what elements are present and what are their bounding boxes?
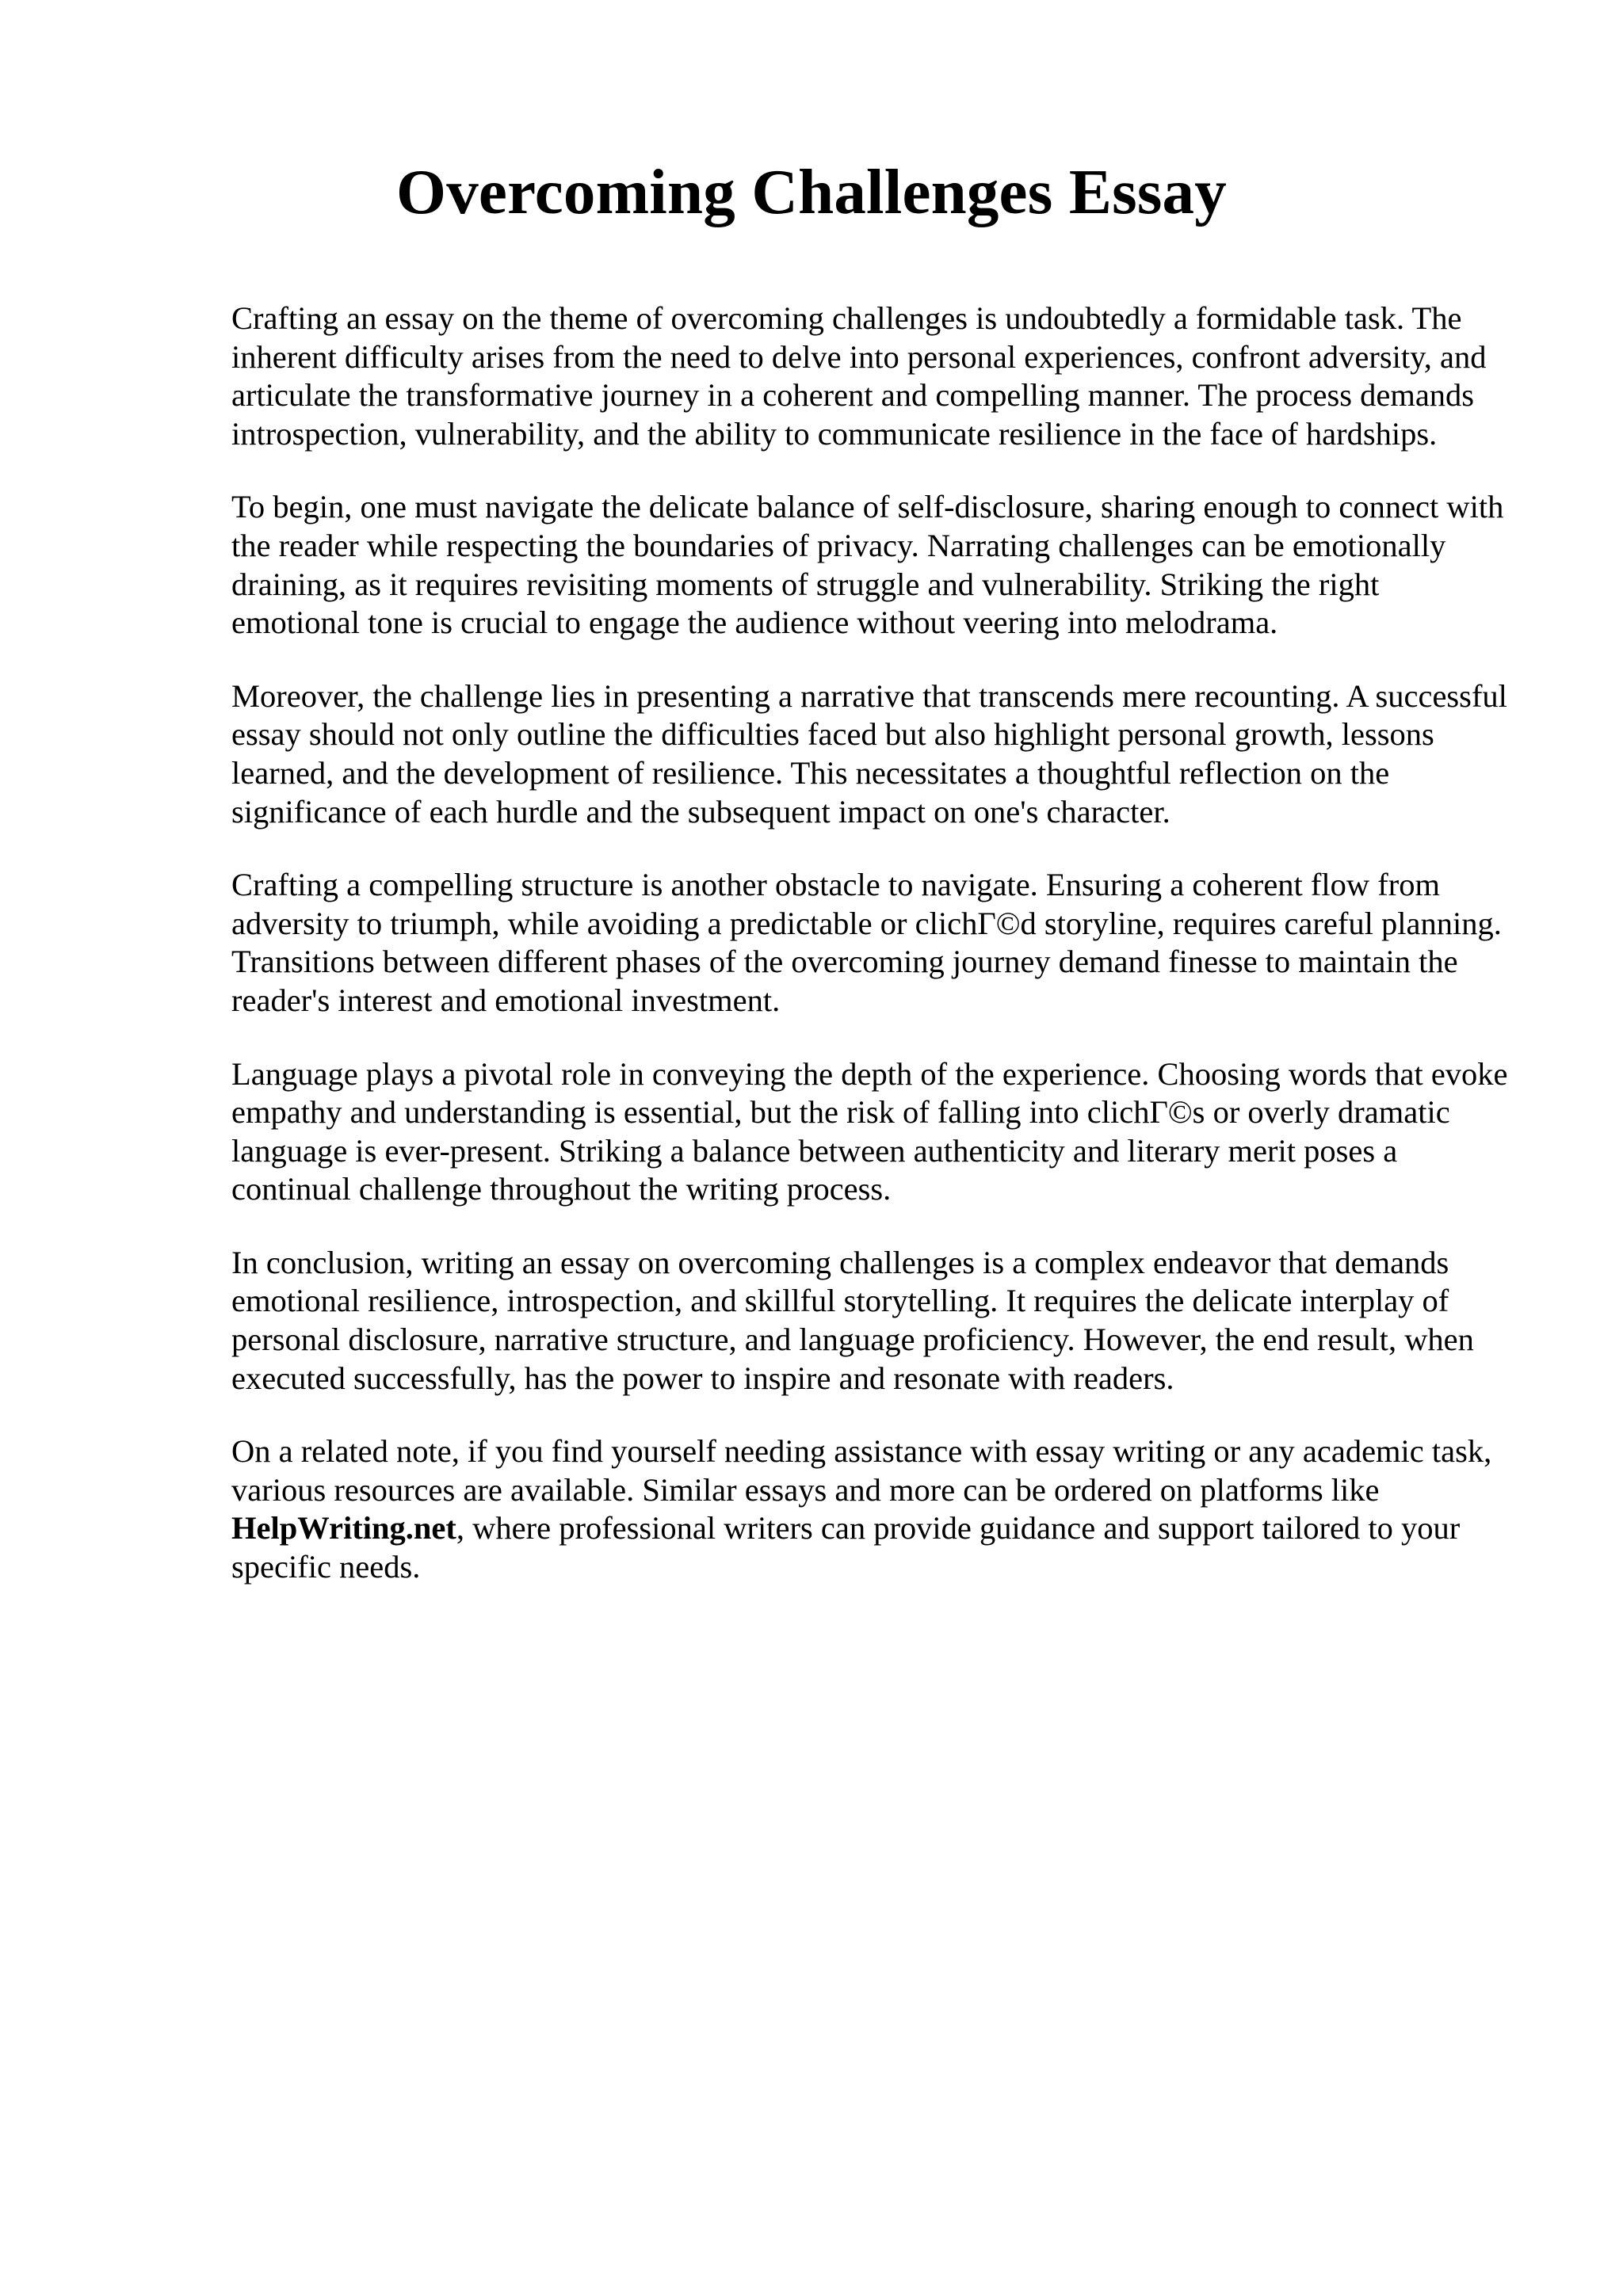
paragraph-intro: Crafting an essay on the theme of overcoming challenges is undoubtedly a formidable task. The inherent difficulty arises from the need to delve into personal experiences, confront adversity, and articulate the transformative journey in a coherent and compelling manner. The process demands introspection, vulnerability, and the ability to communicate resilience in the face of hardships. [231,300,1487,452]
paragraph-conclusion: In conclusion, writing an essay on overcoming challenges is a complex endeavor that demands emotional resilience, introspection, and skillful storytelling. It requires the delicate interplay of personal disclosure, narrative structure, and language proficiency. However, the end result, when executed successfully, has the power to inspire and resonate with readers. [231,1244,1474,1396]
paragraph-closing-note [231,1432,1515,1586]
closing-text-before: On a related note, if you find yourself needing assistance with essay writing or any academic task, various resources are available. Similar essays and more can be ordered on platforms like [231,1433,1492,1508]
paragraph-narrative: Moreover, the challenge lies in presenting a narrative that transcends mere recounting. A successful essay should not only outline the difficulties faced but also highlight personal growth, lessons learned, and the development of resilience. This necessitates a thoughtful reflection on the significance of each hurdle and the subsequent impact on one's character. [231,677,1507,830]
closing-text-after: , where professional writers can provide guidance and support tailored to your specific needs. [231,1510,1461,1585]
paragraph-language: Language plays a pivotal role in conveying the depth of the experience. Choosing words that evoke empathy and understanding is essential, but the risk of falling into clichΓ©s or overly dramatic language is ever-present. Striking a balance between authenticity and literary merit poses a continual challenge throughout the writing process. [231,1055,1508,1207]
paragraph-self-disclosure: To begin, one must navigate the delicate balance of self-disclosure, sharing enough to connect with the reader while respecting the boundaries of privacy. Narrating challenges can be emotionally draining, as it requires revisiting moments of struggle and vulnerability. Striking the right emotional tone is crucial to engage the audience without veering into melodrama. [231,489,1504,641]
paragraph-structure: Crafting a compelling structure is another obstacle to navigate. Ensuring a coherent flow from adversity to triumph, while avoiding a predictable or clichΓ©d storyline, requires careful planning. Transitions between different phases of the overcoming journey demand finesse to maintain the reader's interest and emotional investment. [231,867,1502,1018]
document-title: Overcoming Challenges Essay [396,156,1227,227]
document-body [231,299,1515,1622]
brand-name: HelpWriting.net [231,1510,456,1547]
